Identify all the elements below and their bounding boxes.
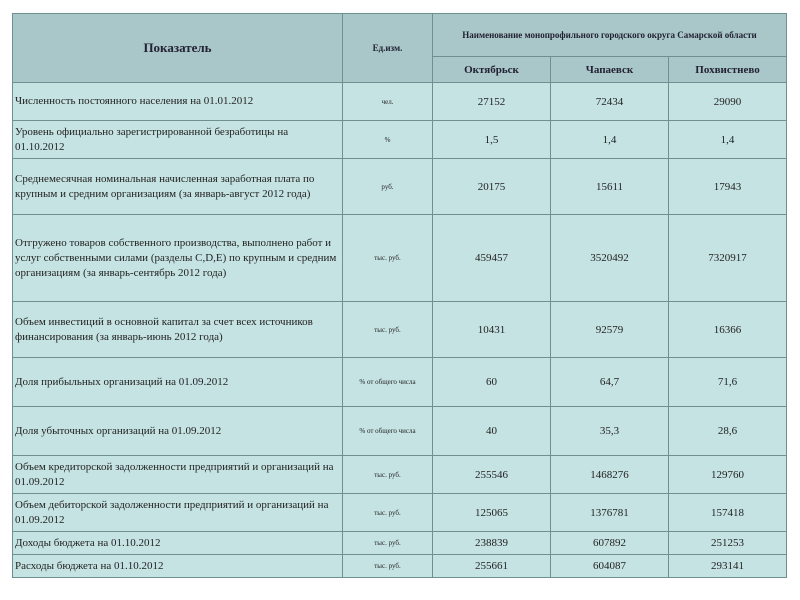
value-cell: 7320917 (669, 215, 787, 302)
table-row (13, 83, 787, 121)
header-unit: Ед.изм. (343, 14, 433, 83)
indicator-cell: Уровень официально зарегистрированной безработицы на 01.10.2012 (13, 121, 343, 159)
value-cell: 28,6 (669, 407, 787, 456)
table-row (13, 358, 787, 407)
header-city-chapaevsk: Чапаевск (551, 57, 669, 83)
unit-cell: чел. (343, 83, 433, 121)
value-cell: 604087 (551, 555, 669, 578)
indicator-cell: Доходы бюджета на 01.10.2012 (13, 532, 343, 555)
value-cell: 1,4 (669, 121, 787, 159)
value-cell: 40 (433, 407, 551, 456)
indicator-cell: Отгружено товаров собственного производства, выполнено работ и услуг собственными силами (разделы C,D,E) по крупным и средним организациям (за январь-сентябрь 2012 года) (13, 215, 343, 302)
table-row (13, 555, 787, 578)
value-cell: 71,6 (669, 358, 787, 407)
value-cell: 129760 (669, 456, 787, 494)
value-cell: 17943 (669, 159, 787, 215)
value-cell: 1376781 (551, 494, 669, 532)
header-group: Наименование монопрофильного городского округа Самарской области (433, 14, 787, 57)
value-cell: 35,3 (551, 407, 669, 456)
table-row (13, 494, 787, 532)
indicator-cell: Среднемесячная номинальная начисленная заработная плата по крупным и средним организациям (за январь-август 2012 года) (13, 159, 343, 215)
value-cell: 15611 (551, 159, 669, 215)
value-cell: 72434 (551, 83, 669, 121)
value-cell: 92579 (551, 302, 669, 358)
value-cell: 1,5 (433, 121, 551, 159)
indicator-cell: Объем дебиторской задолженности предприятий и организаций на 01.09.2012 (13, 494, 343, 532)
value-cell: 1,4 (551, 121, 669, 159)
value-cell: 125065 (433, 494, 551, 532)
unit-cell: тыс. руб. (343, 494, 433, 532)
header-indicator: Показатель (13, 14, 343, 83)
value-cell: 255661 (433, 555, 551, 578)
unit-cell: % от общего числа (343, 407, 433, 456)
unit-cell: тыс. руб. (343, 532, 433, 555)
indicator-cell: Доля убыточных организаций на 01.09.2012 (13, 407, 343, 456)
value-cell: 459457 (433, 215, 551, 302)
indicator-cell: Расходы бюджета на 01.10.2012 (13, 555, 343, 578)
value-cell: 10431 (433, 302, 551, 358)
indicator-cell: Доля прибыльных организаций на 01.09.2012 (13, 358, 343, 407)
table-row (13, 532, 787, 555)
header-city-pokhvistnevo: Похвистнево (669, 57, 787, 83)
indicator-cell: Численность постоянного населения на 01.01.2012 (13, 83, 343, 121)
unit-cell: тыс. руб. (343, 302, 433, 358)
value-cell: 60 (433, 358, 551, 407)
value-cell: 27152 (433, 83, 551, 121)
unit-cell: руб. (343, 159, 433, 215)
value-cell: 20175 (433, 159, 551, 215)
table-row (13, 407, 787, 456)
unit-cell: % (343, 121, 433, 159)
value-cell: 157418 (669, 494, 787, 532)
value-cell: 64,7 (551, 358, 669, 407)
header-city-oktyabrsk: Октябрьск (433, 57, 551, 83)
value-cell: 255546 (433, 456, 551, 494)
indicator-cell: Объем инвестиций в основной капитал за счет всех источников финансирования (за январь-июнь 2012 года) (13, 302, 343, 358)
value-cell: 3520492 (551, 215, 669, 302)
value-cell: 29090 (669, 83, 787, 121)
table-row (13, 159, 787, 215)
value-cell: 1468276 (551, 456, 669, 494)
value-cell: 16366 (669, 302, 787, 358)
unit-cell: тыс. руб. (343, 555, 433, 578)
value-cell: 251253 (669, 532, 787, 555)
value-cell: 607892 (551, 532, 669, 555)
unit-cell: % от общего числа (343, 358, 433, 407)
table-row (13, 302, 787, 358)
unit-cell: тыс. руб. (343, 215, 433, 302)
data-table (12, 13, 787, 578)
table-row (13, 215, 787, 302)
table-row (13, 456, 787, 494)
indicator-cell: Объем кредиторской задолженности предприятий и организаций на 01.09.2012 (13, 456, 343, 494)
table-row (13, 121, 787, 159)
value-cell: 238839 (433, 532, 551, 555)
unit-cell: тыс. руб. (343, 456, 433, 494)
value-cell: 293141 (669, 555, 787, 578)
